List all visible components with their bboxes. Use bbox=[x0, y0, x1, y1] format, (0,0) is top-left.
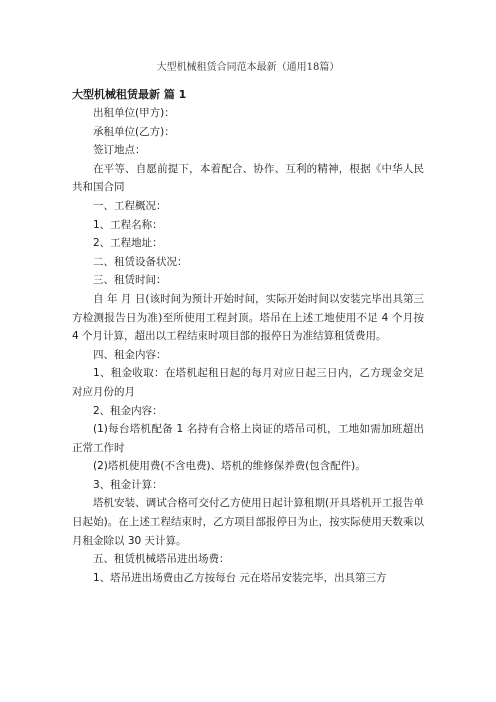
section-title: 大型机械租赁最新 篇 1 bbox=[72, 88, 187, 101]
rent-calculation-paragraph: 塔机安装、调试合格可交付乙方使用日起计算租期(开具塔机开工报告单日起始)。在上述工程结束时，乙方项目部报停日为止，按实际使用天数乘以月租金除以 30 天计算。 bbox=[72, 497, 424, 547]
clause-heading-2: 二、租赁设备状况： bbox=[93, 255, 188, 268]
party-a-line: 出租单位(甲方)： bbox=[93, 107, 175, 119]
clause-heading-1: 一、工程概况： bbox=[93, 199, 167, 212]
party-b-line: 承租单位(乙方)： bbox=[93, 125, 175, 138]
rent-calculation-line: 3、租金计算： bbox=[93, 478, 163, 491]
clause-heading-3: 三、租赁时间： bbox=[93, 274, 167, 287]
rent-content-line: 2、租金内容： bbox=[93, 404, 163, 417]
clause-heading-4: 四、租金内容： bbox=[93, 348, 167, 361]
project-name-line: 1、工程名称： bbox=[93, 218, 163, 231]
usage-fee-line: (2)塔机使用费(不含电费)、塔机的维修保养费(包含配件)。 bbox=[93, 460, 366, 473]
operator-paragraph: (1)每台塔机配备 1 名持有合格上岗证的塔吊司机，工地如需加班超出正常工作时 bbox=[72, 423, 424, 454]
signing-place-line: 签订地点： bbox=[93, 144, 146, 157]
document-body bbox=[72, 86, 424, 587]
rental-period-paragraph: 自 年 月 日(该时间为预计开始时间，实际开始时间以安装完毕出具第三方检测报告日为准)至所使用工程封顶。塔吊在上述工地使用不足 4 个月按 4 个月计算，超出以工程结束时项目部的报停日为准结算租赁费用。 bbox=[72, 292, 424, 343]
rent-collection-paragraph: 1、租金收取：在塔机起租日起的每月对应日起三日内，乙方现金交足对应月份的月 bbox=[72, 367, 424, 398]
page-header-title: 大型机械租赁合同范本最新（通用18篇） bbox=[156, 62, 340, 73]
project-address-line: 2、工程地址： bbox=[93, 237, 163, 250]
clause-heading-5: 五、租赁机械塔吊进出场费： bbox=[93, 553, 230, 566]
entry-fee-paragraph: 1、塔吊进出场费由乙方按每台 元在塔吊安装完毕，出具第三方 bbox=[93, 571, 387, 584]
preamble-paragraph: 在平等、自愿前提下，本着配合、协作、互利的精神，根据《中华人民共和国合同 bbox=[72, 162, 424, 194]
